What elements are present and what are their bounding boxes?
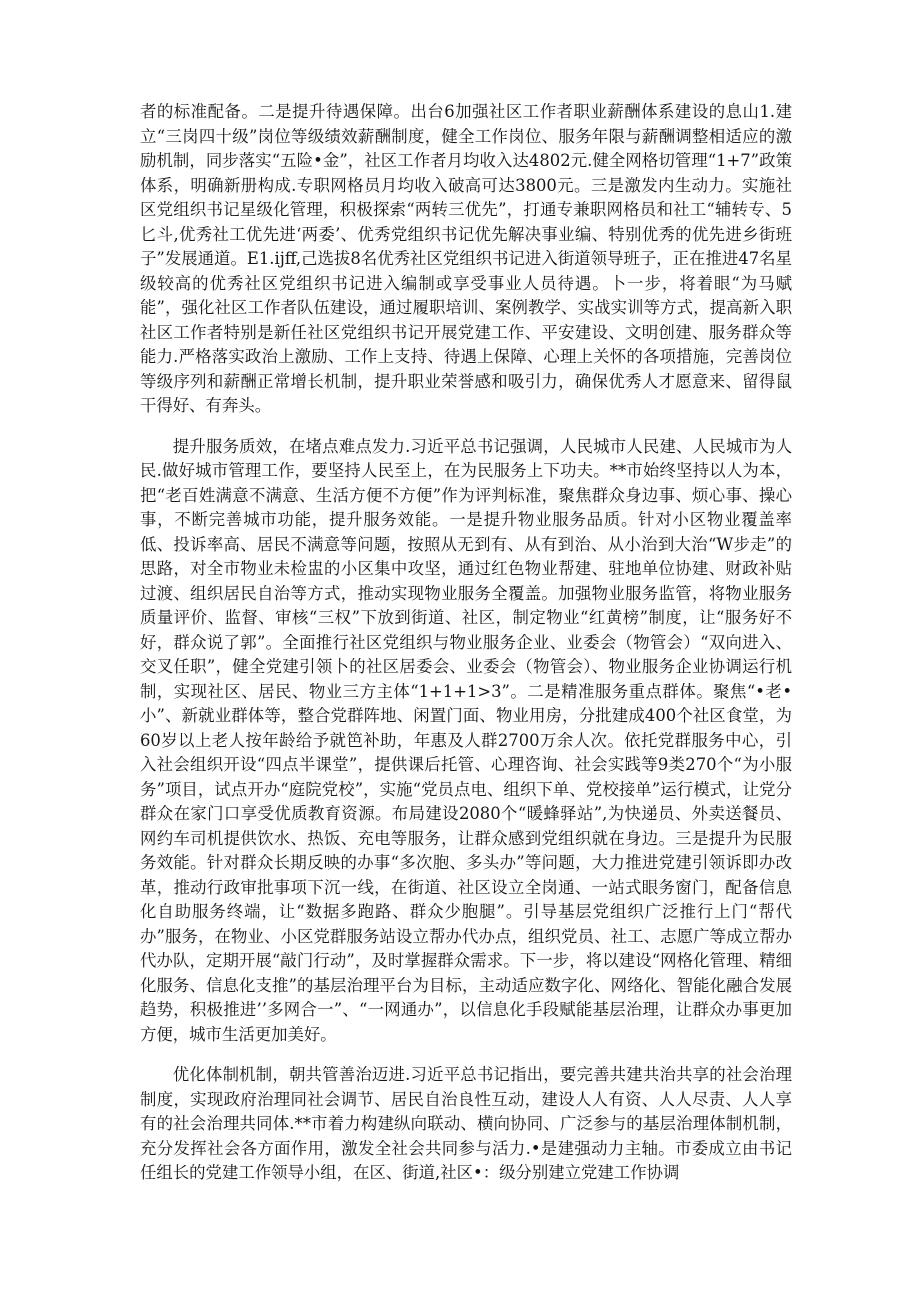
document-body [140, 100, 792, 1186]
paragraph-institutional-mechanism: 优化体制机制，朝共管善治迈进.习近平总书记指出，要完善共建共治共享的社会治理制度，实现政府治理同社会调节、居民自治良性互动，建设人人有资、人人尽责、人人享有的社会治理共同体.**市着力构建纵向联动、横向协同、广泛参与的基层治理体制机制，充分发挥社会各方面作用，激发全社会共同参与活力.•是建强动力主轴。市委成立由书记任组长的党建工作领导小组，在区、街道,社区•：级分别建立党建工作协调 [140, 1065, 792, 1182]
paragraph-continuation: 者的标准配备。二是提升待遇保障。出台6加强社区工作者职业薪酬体系建设的息山1.建立“三岗四十级”岗位等级绩效薪酬制度，健全工作岗位、服务年限与薪酬调整相适应的激励机制，同步落实“五险•金”，社区工作者月均收入达4802元.健全网格切管理“1+7”政策体系，明确新册构成.专职网格员月均收入破高可达3800元。三是激发内生动力。实施社区党组织书记星级化管理，积极探索“两转三优先”，打通专兼职网格员和社工“辅转专、5匕斗,优秀社工优先进‘两委’、优秀党组织书记优先解决事业编、特别优秀的优先进乡街班子”发展通道。E1.ijff,己选拔8名优秀社区党组织书记进入街道领导班子，正在推进47名星级较高的优秀社区党组织书记进入编制或享受事业人员待遇。卜一步，将着眼“为马赋能”，强化社区工作者队伍建设，通过履职培训、案例教学、实战实训等方式，提高新入职社区工作者特别是新任社区党组织书记开展党建工作、平安建设、文明创建、服务群众等能力.严格落实政治上激励、工作上支持、待遇上保障、心理上关怀的各项措施，完善岗位等级序列和薪酬正常增长机制，提升职业荣誉感和吸引力，确保优秀人才愿意来、留得鼠干得好、有奔头。 [140, 102, 792, 415]
paragraph-service-quality: 提升服务质效，在堵点难点发力.习近平总书记强调，人民城市人民建、人民城市为人民.做好城市管理工作，要坚持人民至上，在为民服务上下功夫。**市始终坚持以人为本，把“老百姓满意不满意、生活方便不方便”作为评判标准，聚焦群众身边事、烦心事、操心事，不断完善城市功能，提升服务效能。一是提升物业服务品质。针对小区物业覆盖率低、投诉率高、居民不满意等问题，按照从无到有、从有到治、从小治到大治“W步走”的思路，对全市物业未检盅的小区集中攻坚，通过红色物业帮建、驻地单位协建、财政补贴过渡、组织居民自治等方式，推动实现物业服务全覆盖。加强物业服务监管，将物业服务质量评价、监督、审核“三权”下放到街道、社区，制定物业“红黄榜”制度，让“服务好不好，群众说了郭”。全面推行社区党组织与物业服务企业、业委会（物管会）“双向进入、交叉任职”，健全党建引领卜的社区居委会、业委会（物管会）、物业服务企业协调运行机制，实现社区、居民、物业三方主体“1+1+1>3”。二是精准服务重点群体。聚焦“•老•小”、新就业群体等，整合党群阵地、闲置门面、物业用房，分批建成400个社区食堂，为60岁以上老人按年龄给予就笆补助，年惠及人群2700万余人次。依托党群服务中心，引入社会组织开设“四点半课堂”，提供课后托管、心理咨询、社会实践等9类270个“为小服务”项目，试点开办“庭院党校”，实施“党员点电、组织下单、党校接单”运行模式，让党分群众在家门口享受优质教育资源。布局建设2080个“暖蜂驿站”,为快递员、外卖送餐员、网约车司机提供饮水、热饭、充电等服务，让群众感到党组织就在身边。三是提升为民服务效能。针对群众长期反映的办事“多次胞、多头办”等问题，大力推进党建引领诉即办改革，推动行政审批事项下沉一线，在街道、社区设立全岗通、一站式眼务窗门，配备信息化自助服务终端，让“数据多跑路、群众少胞腿”。引导基层党组织广泛推行上门“帮代办”服务，在物业、小区党群服务站设立帮办代办点，组织党员、社工、志愿广等成立帮办代办队，定期开展“敲门行动”，及时掌握群众需求。下一步，将以建设“网格化管理、精细化服务、信息化支推”的基层治理平台为目标，主动适应数字化、网络化、智能化融合发展趋势，积极推进’’多网合一”、“一网通办”，以信息化手段赋能基层治理，让群众办事更加方便，城市生活更加美好。 [140, 436, 792, 1044]
